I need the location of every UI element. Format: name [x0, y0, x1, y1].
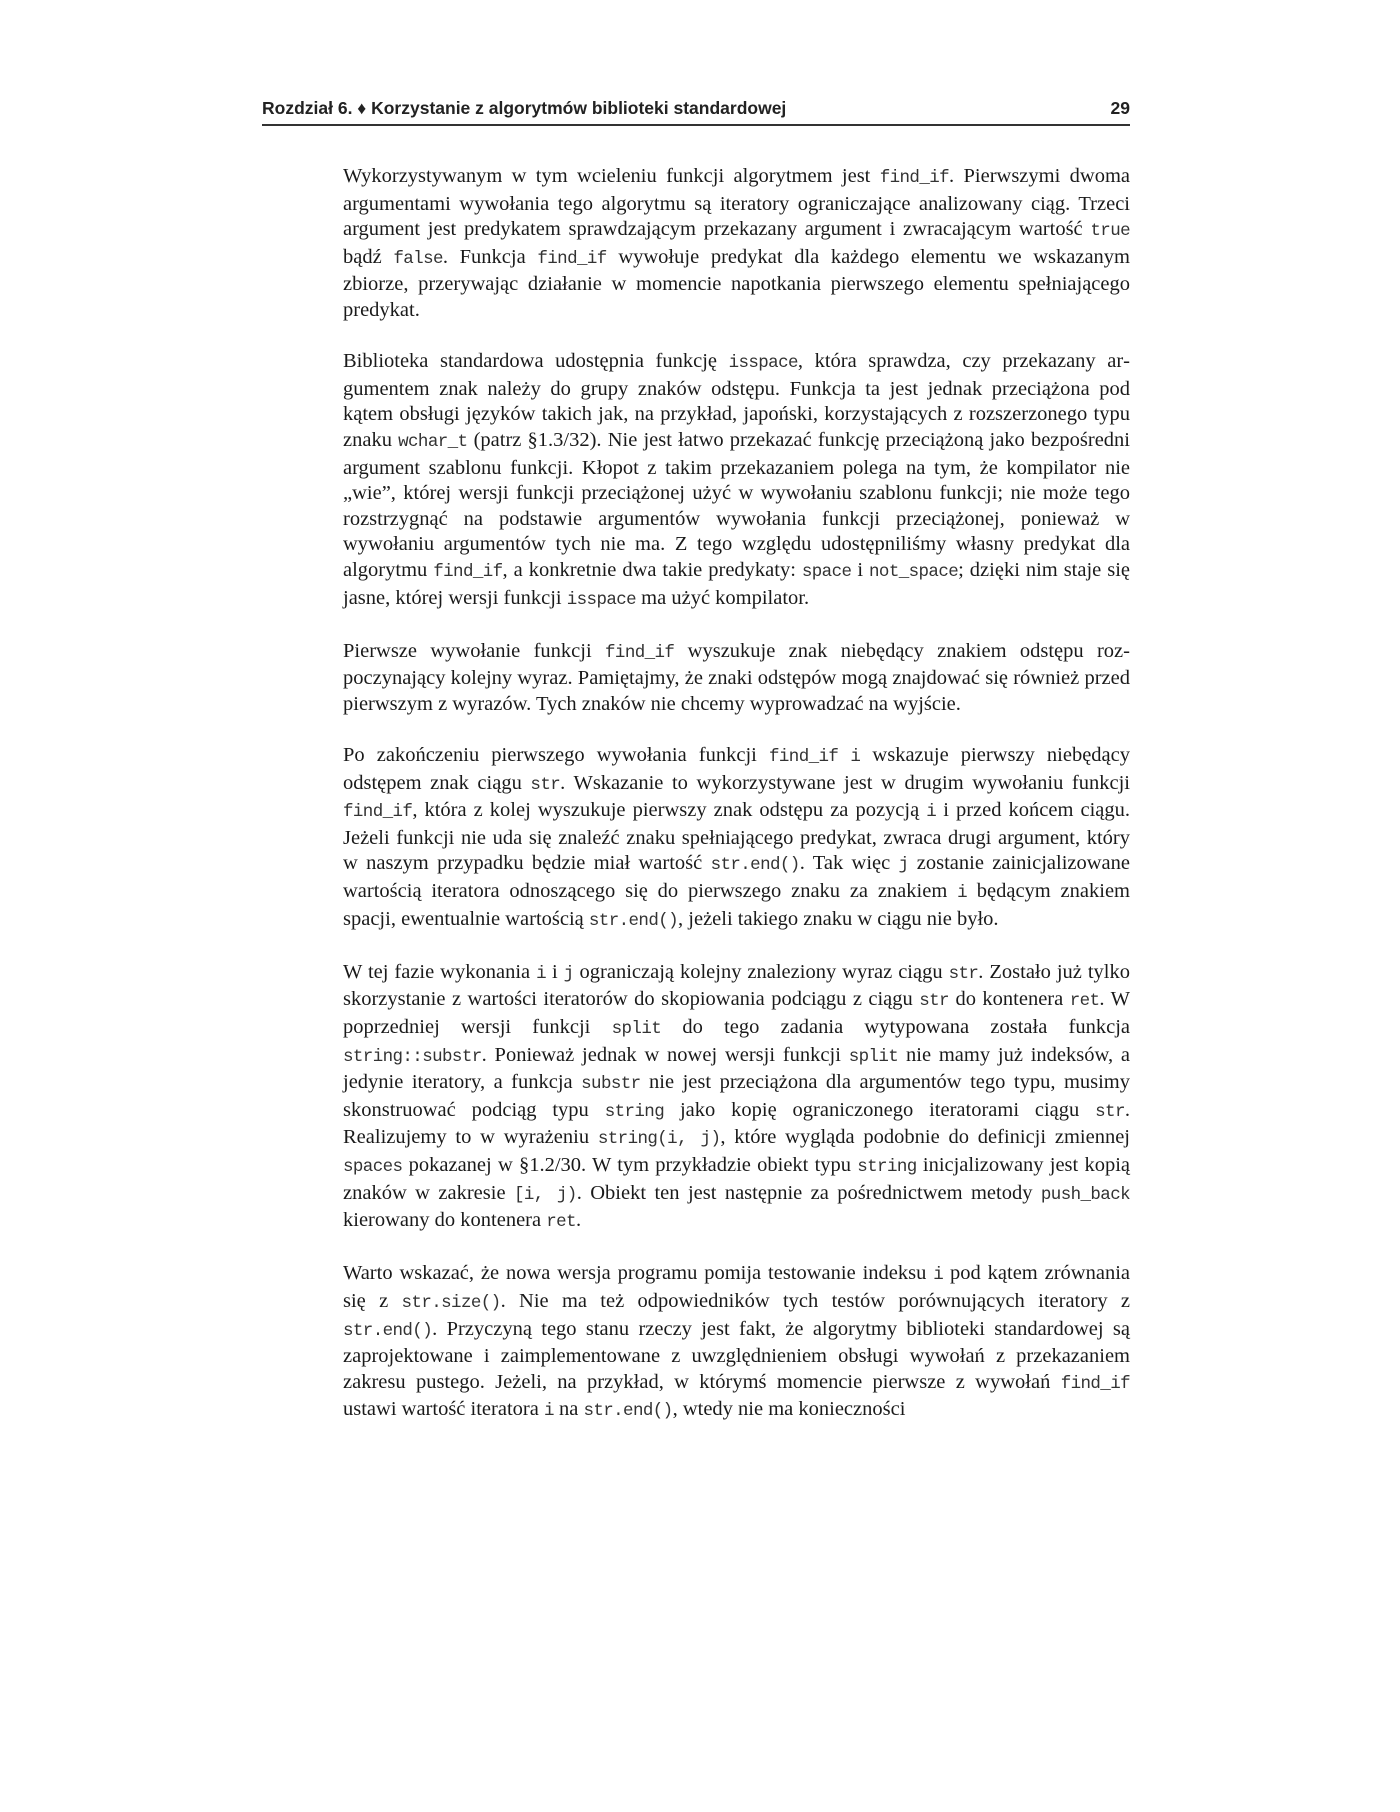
text-run: na: [553, 1398, 584, 1421]
code-term: i: [957, 883, 967, 904]
text-run: . W poprzedniej wersji funkcji: [343, 988, 1130, 1038]
code-term: i: [543, 1401, 554, 1422]
code-term: split: [848, 1046, 899, 1067]
text-run: , wtedy nie ma konieczności: [672, 1398, 906, 1421]
code-term: str.end(): [343, 1320, 433, 1341]
text-run: , która sprawdza, czy przekazany argumentem znak należy do grupy znaków odstępu. Funkcja ta jest jednak przeciążona pod kątem obsługi języków takich jak, na przykład, japoński, korzystających z rozszerzonego typu znaku: [343, 350, 1130, 451]
code-term: ret: [1069, 991, 1100, 1012]
code-term: string::substr: [343, 1046, 482, 1067]
code-term: i: [926, 802, 937, 823]
code-term: find_if: [537, 248, 607, 269]
text-run: . Zostało już tylko skorzystanie z wartości iteratorów do skopiowania podciągu z ciągu: [343, 960, 1130, 1011]
text-run: ma użyć kompilator.: [636, 586, 810, 609]
page-number: 29: [1110, 98, 1130, 118]
code-term: split: [611, 1019, 662, 1039]
text-run: nie mamy już indeksów, a jedynie iteratory, a funkcja: [343, 1043, 1130, 1094]
text-run: Po zakończeniu pierwszego wywołania funkcji: [343, 744, 769, 767]
text-run: .: [575, 1209, 582, 1232]
code-term: find_if: [1060, 1373, 1130, 1394]
text-run: Warto wskazać, że nowa wersja programu pomija testowanie indeksu: [343, 1262, 934, 1285]
text-run: pokazanej w §1.2/30. W tym przykładzie obiekt typu: [402, 1153, 858, 1176]
text-run: , która z kolej wyszukuje pierwszy znak odstępu za pozycją: [412, 799, 927, 822]
text-run: . Wskazanie to wykorzystywane jest w drugim wywołaniu funkcji: [560, 771, 1130, 794]
text-run: będącym znakiem spacji, ewentualnie wartością: [343, 880, 1130, 930]
header-rule: [262, 124, 1130, 126]
running-title: Rozdział 6. ♦ Korzystanie z algorytmów biblioteki standardowej: [262, 98, 787, 118]
code-term: string(i, j): [597, 1129, 721, 1150]
text-run: . Ponieważ jednak w nowej wersji funkcji: [481, 1043, 849, 1066]
text-run: . Realizujemy to w wyrażeniu: [343, 1098, 1130, 1149]
text-run: [838, 744, 850, 766]
text-run: . Tak więc: [799, 852, 899, 875]
paragraph-4: [343, 743, 1130, 934]
code-term: str.end(): [710, 855, 800, 876]
paragraph-3: [343, 639, 1130, 718]
text-run: ograniczają kolejny znaleziony wyraz ciągu: [573, 960, 949, 983]
text-run: zostanie zainicjalizowane wartością iteratora odnoszącego się do pierwszego znaku za znakiem: [343, 852, 1130, 903]
code-term: find_if: [605, 642, 675, 663]
code-term: isspace: [728, 353, 798, 374]
text-run: i: [851, 558, 870, 581]
text-run: ; dzięki nim staje się jasne, której wersji funkcji: [343, 558, 1131, 609]
code-term: str.end(): [588, 910, 679, 931]
text-run: jako kopię ograniczonego iteratorami ciągu: [664, 1098, 1096, 1121]
code-term: false: [393, 248, 443, 269]
text-run: i: [546, 960, 564, 983]
text-run: , jeżeli takiego znaku w ciągu nie było.: [678, 907, 999, 930]
code-term: j: [563, 963, 574, 984]
code-term: str: [1095, 1101, 1125, 1122]
text-run: W tej fazie wykonania: [343, 960, 537, 983]
text-run: do kontenera: [948, 988, 1070, 1011]
text-run: i przed końcem ciągu. Jeżeli funkcji nie uda się znaleźć znaku spełniającego predykat, zwraca drugi argument, który w naszym przypadku będzie miał wartość: [343, 799, 1130, 875]
text-run: wywołuje predykat dla każdego elementu we wskazanym zbiorze, przerywając działanie w momencie napotkania pierwszego elementu spełniającego predykat.: [343, 245, 1130, 321]
text-run: wskazuje pierwszy niebędący odstępem znak ciągu: [343, 744, 1130, 794]
text-run: bądź: [343, 245, 394, 268]
code-term: substr: [581, 1074, 641, 1095]
text-run: inicjalizowany jest kopią znaków w zakresie: [343, 1153, 1130, 1204]
paragraph-5: [343, 960, 1130, 1236]
code-term: find_if: [343, 802, 413, 823]
text-run: nie jest przeciążona dla argumentów tego typu, musimy skonstruować podciąg typu: [343, 1071, 1131, 1121]
paragraph-2: [343, 349, 1130, 613]
code-term: [i, j): [513, 1184, 577, 1205]
paragraph-1: [343, 164, 1130, 324]
text-run: . Pierwszymi dwoma argumentami wywołania tego algorytmu są iteratory ograniczające analizowany ciąg. Trzeci argument jest predykatem sprawdzającym przekazany argument i zwracającym wartość: [343, 165, 1130, 241]
text-run: . Funkcja: [442, 245, 538, 268]
code-term: push_back: [1040, 1184, 1131, 1205]
code-term: find_if: [879, 168, 950, 188]
code-term: str: [919, 991, 949, 1012]
text-run: kierowany do kontenera: [343, 1209, 547, 1232]
code-term: i: [536, 963, 547, 984]
code-term: ret: [546, 1212, 576, 1233]
code-term: str: [530, 774, 561, 795]
text-run: Wykorzystywanym w tym wcieleniu funkcji algorytmem jest: [343, 165, 880, 187]
code-term: true: [1090, 221, 1130, 242]
text-run: . Przyczyną tego stanu rzeczy jest fakt, że algorytmy biblioteki standardowej są zaprojektowane i zaimplementowane z uwzględnieniem obsługi wywołań z przekazaniem zakresu pustego. Jeżeli, na przykład, w którymś momencie pierwsze z wywołań: [343, 1317, 1130, 1393]
code-term: isspace: [566, 589, 637, 610]
text-run: . Nie ma też odpowiedników tych testów porównujących iteratory z: [500, 1289, 1130, 1312]
code-term: i: [850, 747, 861, 768]
text-run: , a konkretnie dwa takie predykaty:: [502, 558, 802, 581]
text-run: . Obiekt ten jest następnie za pośrednictwem metody: [576, 1181, 1041, 1204]
code-term: string: [604, 1101, 665, 1122]
code-term: str.size(): [401, 1292, 501, 1313]
code-term: space: [801, 561, 852, 582]
text-run: (patrz §1.3/32). Nie jest łatwo przekazać funkcję przeciążoną jako bezpośredni argument szablonu funkcji. Kłopot z takim przekazaniem polega na tym, że kompilator nie „wie”, której wersji funkcji przeciążonej użyć w wywołaniu szablonu funkcji; nie może tego rozstrzygnąć na podstawie argumentów wywołania funkcji przeciążonej, ponieważ w wywołaniu argumentów tych nie ma. Z tego względu udostępniliśmy własny predykat dla algorytmu: [343, 428, 1130, 581]
running-header: [262, 98, 1130, 119]
code-term: not_space: [869, 561, 959, 582]
text-run: Biblioteka standardowa udostępnia funkcję: [343, 350, 729, 373]
code-term: wchar_t: [398, 431, 468, 452]
code-term: spaces: [343, 1156, 403, 1177]
code-term: str.end(): [583, 1401, 673, 1422]
text-run: pod kątem zrównania się z: [343, 1262, 1130, 1312]
code-term: string: [857, 1156, 917, 1177]
text-run: ustawi wartość iteratora: [343, 1398, 544, 1421]
text-run: Pierwsze wywołanie funkcji: [343, 639, 606, 662]
code-term: str: [948, 963, 979, 984]
code-term: find_if: [768, 747, 839, 768]
paragraph-6: [343, 1261, 1130, 1425]
code-term: i: [933, 1265, 944, 1286]
text-run: wyszukuje znak niebędący znakiem odstępu rozpoczynający kolejny wyraz. Pamiętajmy, że znaki odstępów mogą znajdować się również przed pierwszym z wyrazów. Tych znaków nie chcemy wyprowadzać na wyjście.: [343, 639, 1130, 715]
text-run: , które wygląda podobnie do definicji zmiennej: [720, 1126, 1130, 1149]
code-term: j: [898, 855, 909, 876]
code-term: find_if: [433, 561, 503, 582]
body-text: [343, 164, 1130, 1451]
text-run: do tego zadania wytypowana została funkcja: [661, 1016, 1130, 1038]
